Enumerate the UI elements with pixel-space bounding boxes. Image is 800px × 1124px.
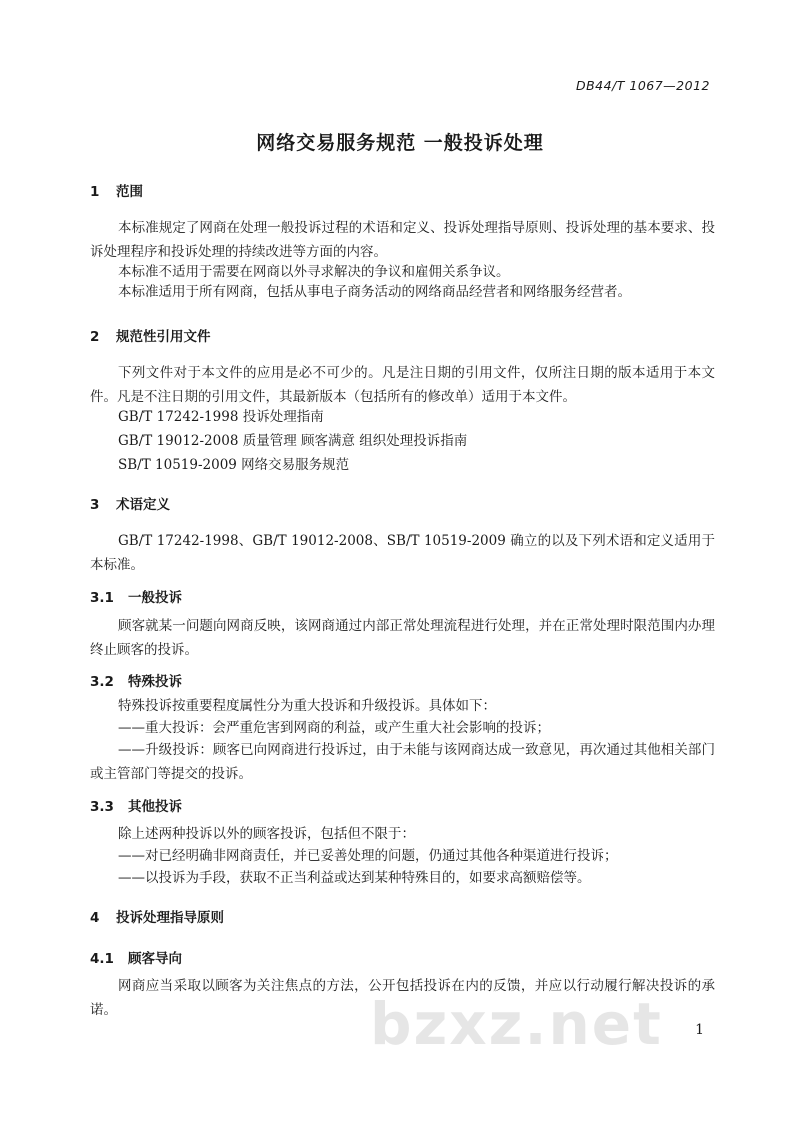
section-1-paragraph-3: 本标准适用于所有网商，包括从事电子商务活动的网络商品经营者和网络服务经营者。: [118, 284, 631, 300]
section-3-3-paragraph-2: ——对已经明确非网商责任，并已妥善处理的问题，仍通过其他各种渠道进行投诉；: [118, 848, 618, 864]
section-1-paragraph-1: 本标准规定了网商在处理一般投诉过程的术语和定义、投诉处理指导原则、投诉处理的基本要求、投诉处理程序和投诉处理的持续改进等方面的内容。: [90, 220, 715, 260]
section-3-1-paragraph-1: 顾客就某一问题向网商反映，该网商通过内部正常处理流程进行处理，并在正常处理时限范围内办理终止顾客的投诉。: [90, 618, 715, 658]
section-1-heading: [90, 180, 143, 200]
section-title: 范围: [116, 184, 143, 200]
section-3-3-paragraph-3: ——以投诉为手段，获取不正当利益或达到某种特殊目的，如要求高额赔偿等。: [118, 870, 591, 886]
section-number: 1: [90, 184, 100, 200]
section-number: 4: [90, 910, 100, 926]
section-number: 3.2: [90, 674, 114, 690]
section-3-paragraph-1: GB/T 17242-1998、GB/T 19012-2008、SB/T 10519-2009 确立的以及下列术语和定义适用于本标准。: [90, 533, 715, 573]
section-3-2-paragraph-3: ——升级投诉：顾客已向网商进行投诉过，由于未能与该网商达成一致意见，再次通过其他相关部门或主管部门等提交的投诉。: [90, 742, 715, 782]
section-3-3-paragraph-1: 除上述两种投诉以外的顾客投诉，包括但不限于：: [118, 826, 415, 842]
section-title: 一般投诉: [128, 590, 182, 606]
section-title: 术语定义: [116, 497, 170, 513]
section-3-2-paragraph-1: 特殊投诉按重要程度属性分为重大投诉和升级投诉。具体如下：: [118, 698, 496, 714]
watermark-text: bzxz.net: [370, 990, 663, 1058]
reference-item: SB/T 10519-2009 网络交易服务规范: [118, 457, 350, 473]
section-number: 4.1: [90, 951, 114, 967]
section-4-1-heading: [90, 947, 182, 967]
page-number: 1: [695, 1022, 704, 1038]
section-number: 3: [90, 497, 100, 513]
section-number: 2: [90, 329, 100, 345]
section-2-heading: [90, 325, 211, 345]
section-1-paragraph-2: 本标准不适用于需要在网商以外寻求解决的争议和雇佣关系争议。: [118, 264, 510, 280]
section-3-2-paragraph-2: ——重大投诉：会严重危害到网商的利益，或产生重大社会影响的投诉；: [118, 720, 550, 736]
standard-code: DB44/T 1067—2012: [575, 78, 710, 93]
section-4-1-paragraph-1: 网商应当采取以顾客为关注焦点的方法，公开包括投诉在内的反馈，并应以行动履行解决投诉的承诺。: [90, 978, 715, 1018]
section-3-3-heading: [90, 795, 182, 815]
section-4-heading: [90, 906, 224, 926]
reference-item: GB/T 19012-2008 质量管理 顾客满意 组织处理投诉指南: [118, 433, 468, 449]
section-number: 3.1: [90, 590, 114, 606]
section-title: 其他投诉: [128, 799, 182, 815]
section-3-2-heading: [90, 670, 182, 690]
reference-item: GB/T 17242-1998 投诉处理指南: [118, 409, 324, 425]
section-title: 规范性引用文件: [116, 329, 211, 345]
section-3-1-heading: [90, 586, 182, 606]
section-number: 3.3: [90, 799, 114, 815]
section-title: 特殊投诉: [128, 674, 182, 690]
section-title: 顾客导向: [128, 951, 182, 967]
document-title: 网络交易服务规范 一般投诉处理: [256, 132, 544, 154]
section-3-heading: [90, 493, 170, 513]
section-2-paragraph-1: 下列文件对于本文件的应用是必不可少的。凡是注日期的引用文件，仅所注日期的版本适用于本文件。凡是不注日期的引用文件，其最新版本（包括所有的修改单）适用于本文件。: [90, 365, 715, 405]
section-title: 投诉处理指导原则: [116, 910, 224, 926]
